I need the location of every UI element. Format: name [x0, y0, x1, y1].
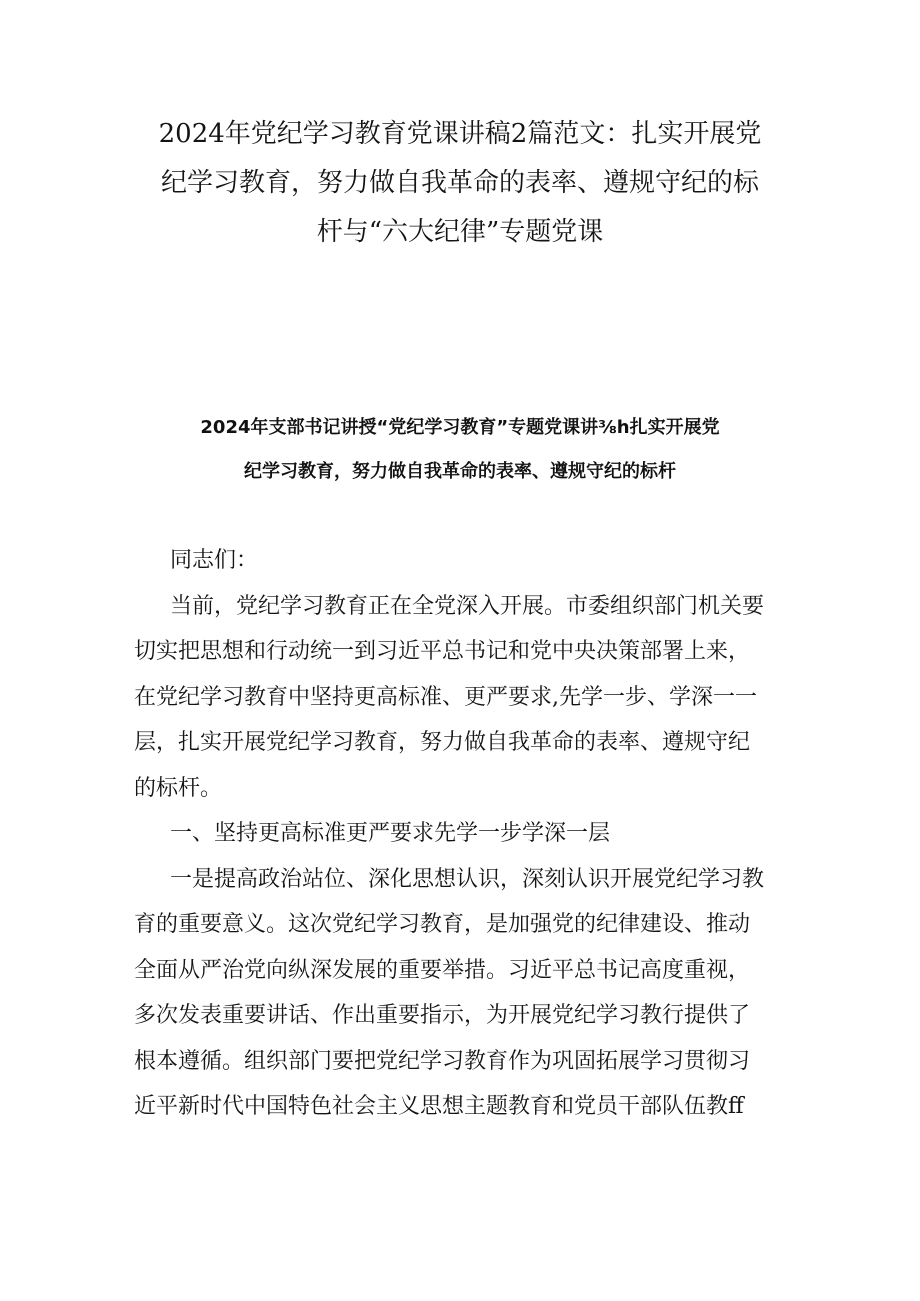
body-line: 当前，党纪学习教育正在全党深入开展。市委组织部门机关要 — [170, 593, 765, 619]
subtitle-line: 纪学习教育，努力做自我革命的表率、遵规守纪的标杆 — [244, 461, 676, 482]
body-line: 多次发表重要讲话、作出重要指示，为开展党纪学习教行提供了 — [134, 1003, 751, 1028]
body-line: 层，扎实开展党纪学习教育，努力做自我革命的表率、遵规守纪 — [134, 730, 751, 755]
body-line: 全面从严治党向纵深发展的重要举措。习近平总书记高度重视， — [134, 957, 751, 983]
document-title — [150, 110, 770, 257]
document-body — [134, 538, 794, 1130]
body-line: 的标杆。 — [134, 775, 223, 801]
subtitle-line: 2024年支部书记讲授“党纪学习教育”专题党课讲⅜h扎实开展党 — [200, 417, 720, 438]
body-line: 育的重要意义。这次党纪学习教育，是加强党的纪律建设、推动 — [134, 912, 751, 937]
title-line: 2024年党纪学习教育党课讲稿2篇范文：扎实开展党 — [158, 119, 762, 149]
salutation: 同志们： — [170, 548, 259, 573]
section-heading: 一、坚持更高标准更严要求先学一步学深一层 — [170, 821, 611, 846]
document-subtitle — [150, 406, 770, 494]
title-line: 杆与“六大纪律”专题党课 — [316, 217, 604, 247]
body-line: 近平新时代中国特色社会主义思想主题教育和党员干部队伍教ff — [134, 1094, 744, 1119]
body-line: 根本遵循。组织部门要把党纪学习教育作为巩固拓展学习贯彻习 — [134, 1048, 751, 1074]
title-line: 纪学习教育，努力做自我革命的表率、遵规守纪的标 — [160, 168, 759, 198]
body-line: 切实把思想和行动统一到习近平总书记和党中央决策部署上来， — [134, 639, 751, 664]
body-line: 在党纪学习教育中坚持更高标准、更严要求,先学一步、学深一一 — [134, 684, 757, 710]
body-line: 一是提高政治站位、深化思想认识，深刻认识开展党纪学习教 — [170, 866, 765, 892]
